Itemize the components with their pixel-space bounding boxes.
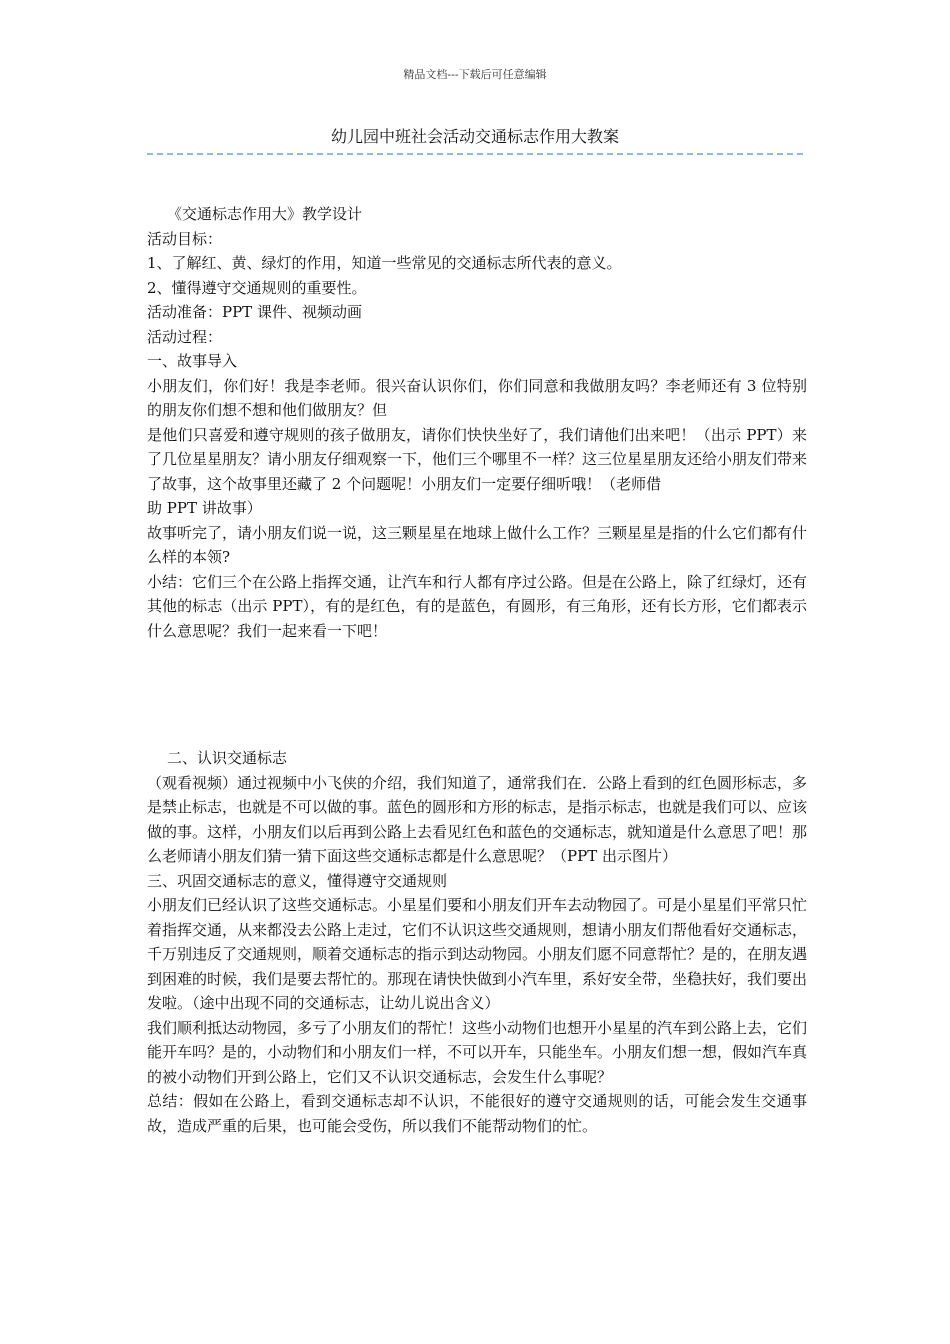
header-note: 精品文档---下载后可任意编辑	[403, 68, 547, 81]
paragraph: 1、了解红、黄、绿灯的作用，知道一些常见的交通标志所代表的意义。	[147, 254, 622, 272]
paragraph: 小朋友们，你们好！我是李老师。很兴奋认识你们，你们同意和我做朋友吗？李老师还有 3 位特别的朋友你们想不想和他们做朋友？但	[147, 376, 807, 419]
paragraph: 我们顺利抵达动物园，多亏了小朋友们的帮忙！这些小动物们也想开小星星的汽车到公路上去，它们能开车吗？是的，小动物们和小朋友们一样，不可以开车，只能坐车。小朋友们想一想，假如汽车真的被小动物们开到公路上，它们又不认识交通标志，会发生什么事呢？	[147, 1018, 808, 1086]
paragraph: 活动准备：PPT 课件、视频动画	[147, 303, 362, 321]
paragraph: 一、故事导入	[147, 352, 238, 370]
paragraph: 是他们只喜爱和遵守规则的孩子做朋友，请你们快快坐好了，我们请他们出来吧！（出示 PPT）来了几位星星朋友？请小朋友仔细观察一下，他们三个哪里不一样？这三位星星朋友还给小朋友们带来了故事，这个故事里还藏了 2 个问题呢！小朋友们一定要仔细听哦！（老师借	[147, 425, 808, 493]
paragraph: 2、懂得遵守交通规则的重要性。	[147, 278, 367, 297]
document-title: 幼儿园中班社会活动交通标志作用大教案	[330, 127, 619, 146]
paragraph: 三、巩固交通标志的意义，懂得遵守交通规则	[147, 871, 448, 890]
paragraph: 活动目标：	[147, 229, 223, 248]
body-section-two	[147, 746, 807, 1138]
body-section-one	[147, 202, 807, 643]
paragraph: 小结：它们三个在公路上指挥交通，让汽车和行人都有序过公路。但是在公路上，除了红绿灯，还有其他的标志（出示 PPT），有的是红色，有的是蓝色，有圆形，有三角形，还有长方形，它们都表示什么意思呢？我们一起来看一下吧！	[147, 572, 808, 640]
paragraph: 助 PPT 讲故事）	[147, 499, 262, 517]
paragraph: 活动过程：	[147, 327, 223, 346]
paragraph: 总结：假如在公路上，看到交通标志却不认识，不能很好的遵守交通规则的话，可能会发生交通事故，造成严重的后果，也可能会受伤，所以我们不能帮动物们的忙。	[147, 1092, 807, 1135]
paragraph: （观看视频）通过视频中小飞侠的介绍，我们知道了，通常我们在．公路上看到的红色圆形标志，多是禁止标志，也就是不可以做的事。蓝色的圆形和方形的标志，是指示标志，也就是我们可以、应该做的事。这样，小朋友们以后再到公路上去看见红色和蓝色的交通标志，就知道是什么意思了吧！那么老师请小朋友们猜一猜下面这些交通标志都是什么意思呢？（PPT 出示图片）	[147, 773, 808, 865]
paragraph: 故事听完了，请小朋友们说一说，这三颗星星在地球上做什么工作？三颗星星是指的什么它们都有什么样的本领?	[147, 523, 808, 566]
paragraph: 二、认识交通标志	[167, 749, 288, 767]
title-divider	[147, 153, 803, 155]
paragraph: 《交通标志作用大》教学设计	[167, 205, 363, 223]
paragraph: 小朋友们已经认识了这些交通标志。小星星们要和小朋友们开车去动物园了。可是小星星们平常只忙着指挥交通，从来都没去公路上走过，它们不认识这些交通规则，想请小朋友们帮他看好交通标志，千万别违反了交通规则，顺着交通标志的指示到达动物园。小朋友们愿不同意帮忙？是的，在朋友遇到困难的时候，我们是要去帮忙的。那现在请快快做到小汽车里，系好安全带，坐稳扶好，我们要出发啦。（途中出现不同的交通标志，让幼儿说出含义）	[147, 896, 808, 1012]
